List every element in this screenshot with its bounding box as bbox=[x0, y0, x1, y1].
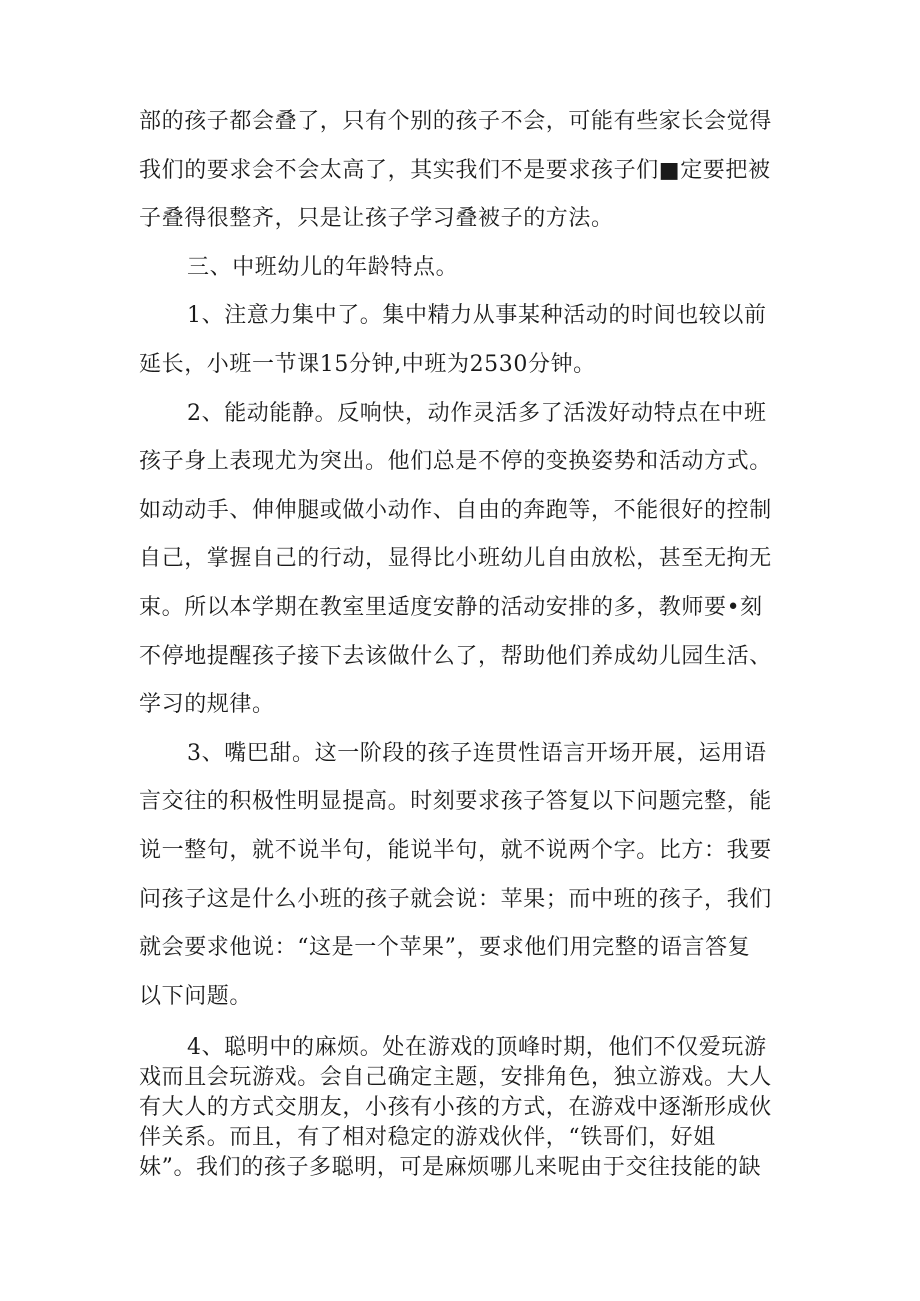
paragraph-1: 部的孩子都会叠了，只有个别的孩子不会，可能有些家长会觉得 我们的要求会不会太高了，其实我们不是要求孩子们■定要把被 子叠得很整齐，只是让孩子学习叠被子的方法。 bbox=[139, 109, 772, 232]
paragraph-point-4: 4、聪明中的麻烦。处在游戏的顶峰时期，他们不仅爱玩游 戏而且会玩游戏。会自己确定主题，安排角色，独立游戏。大人 有大人的方式交朋友，小孩有小孩的方式，在游戏中逐渐形成伙 伴关系。而且，有了相对稳定的游戏伙伴，“铁哥们，好姐 妹”。我们的孩子多聪明，可是麻烦哪儿来呢由于交往技能的缺 bbox=[139, 1035, 772, 1181]
paragraph-point-1: 1、注意力集中了。集中精力从事某种活动的时间也较以前 延长，小班一节课15分钟,中班为2530分钟。 bbox=[139, 303, 767, 377]
section-heading: 三、中班幼儿的年龄特点。 bbox=[187, 254, 459, 280]
paragraph-point-3: 3、嘴巴甜。这一阶段的孩子连贯性语言开场开展，运用语 言交往的积极性明显提高。时刻要求孩子答复以下问题完整，能 说一整句，就不说半句，能说半句，就不说两个字。比方：我要 问孩子这是什么小班的孩子就会说：苹果；而中班的孩子，我们 就会要求他说：“这是一个苹果”，要求他们用完整的语言答复 以下问题。 bbox=[139, 740, 772, 1009]
document-body bbox=[139, 98, 784, 1183]
paragraph-point-2: 2、能动能静。反响快，动作灵活多了活泼好动特点在中班 孩子身上表现尤为突出。他们总是不停的变换姿势和活动方式。 如动动手、伸伸腿或做小动作、自由的奔跑等，不能很好的控制 自己，掌握自己的行动，显得比小班幼儿自由放松，甚至无拘无 束。所以本学期在教室里适度安静的活动安排的多，教师要•刻 不停地提醒孩子接下去该做什么了，帮助他们养成幼儿园生活、 学习的规律。 bbox=[139, 400, 772, 718]
